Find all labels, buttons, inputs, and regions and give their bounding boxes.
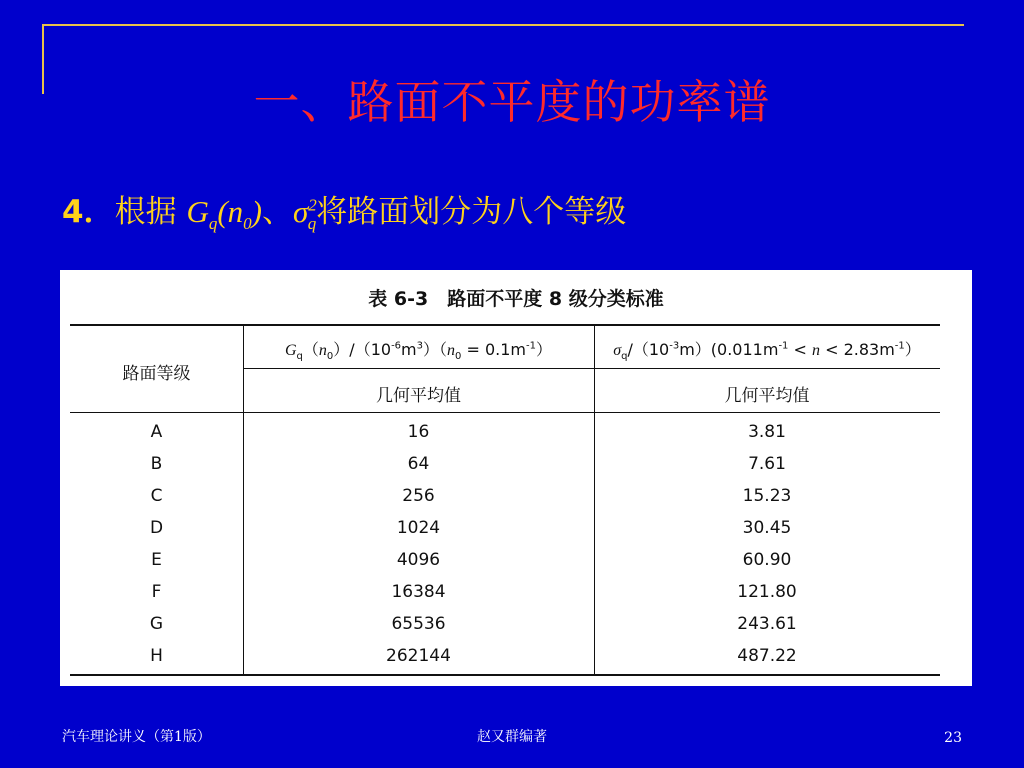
row-g-value: 1024	[396, 518, 441, 538]
header-g-n-sub: 0	[326, 351, 334, 363]
header-g-text4: ）（	[423, 340, 448, 359]
row-sigma-value: 15.23	[742, 486, 792, 506]
footer-course: 汽车理论讲义（第1版）	[62, 729, 211, 745]
table-top-rule	[70, 324, 940, 326]
header-g-column	[243, 337, 594, 362]
table-row	[60, 482, 972, 514]
row-sigma-value: 243.61	[737, 614, 797, 634]
row-sigma-value: 7.61	[748, 454, 786, 474]
subtitle-tail: 将路面划分为八个等级	[316, 194, 627, 230]
header-grade: 路面等级	[122, 364, 191, 384]
row-grade: G	[149, 614, 164, 634]
row-grade: H	[150, 646, 163, 666]
header-sigma-text5: ）	[904, 340, 921, 359]
n-subscript: 0	[243, 214, 252, 234]
classification-table	[60, 270, 972, 686]
row-g-value: 16384	[391, 582, 446, 602]
header-sigma-exp1: -3	[669, 340, 680, 352]
g-subscript: q	[208, 214, 218, 234]
row-grade: F	[151, 582, 162, 602]
header-g-text6: ）	[536, 340, 553, 359]
arg-close: )	[251, 194, 262, 229]
header-g-text5: = 0.1m	[461, 340, 527, 359]
header-sigma-sub: q	[621, 351, 628, 363]
header-g-text3: m	[401, 340, 417, 359]
header-g-exp3: -1	[526, 340, 536, 352]
header-g-n: n	[318, 342, 327, 359]
n-symbol: n	[227, 194, 244, 229]
header-bottom-rule	[70, 412, 940, 413]
header-g-text2: ）/（10	[333, 340, 392, 359]
footer-author: 赵又群编著	[477, 729, 547, 745]
table-row	[60, 450, 972, 482]
header-mid-rule	[243, 368, 940, 369]
decorative-top-line	[42, 24, 964, 26]
row-sigma-value: 60.90	[742, 550, 792, 570]
header-g-exp2: 3	[416, 340, 424, 352]
table-row	[60, 514, 972, 546]
row-g-value: 16	[407, 422, 430, 442]
header-sigma-text3: <	[788, 340, 812, 359]
row-grade: D	[149, 518, 164, 538]
row-g-value: 4096	[396, 550, 441, 570]
header-g-exp1: -6	[391, 340, 402, 352]
arg-open: (	[217, 194, 228, 229]
sigma-superscript: 2	[308, 195, 317, 215]
header-sigma-exp2: -1	[778, 340, 789, 352]
row-grade: E	[151, 550, 162, 570]
table-row	[60, 642, 972, 674]
row-grade: B	[150, 454, 163, 474]
header-g-symbol: G	[284, 342, 297, 359]
sigma-symbol: σ	[292, 194, 309, 229]
header-sigma-symbol: σ	[613, 342, 622, 359]
item-number: 4．	[62, 194, 115, 230]
table-bottom-rule	[70, 674, 940, 676]
row-grade: C	[150, 486, 163, 506]
row-sigma-value: 3.81	[748, 422, 786, 442]
subheader-g: 几何平均值	[376, 386, 461, 406]
row-g-value: 262144	[386, 646, 451, 666]
header-sigma-text4: < 2.83m	[820, 340, 895, 359]
table-row	[60, 610, 972, 642]
page-number: 23	[944, 730, 962, 746]
row-grade: A	[150, 422, 163, 442]
header-g-text1: （	[302, 340, 319, 359]
header-sigma-exp3: -1	[894, 340, 905, 352]
table-row	[60, 578, 972, 610]
row-sigma-value: 30.45	[742, 518, 792, 538]
header-sigma-text1: /（10	[627, 340, 670, 359]
header-g-sub: q	[296, 351, 303, 363]
slide-subtitle	[62, 186, 626, 234]
header-sigma-n: n	[812, 342, 820, 359]
subtitle-lead: 根据	[114, 194, 177, 230]
header-g-n2: n	[447, 342, 456, 359]
table-caption: 表 6-3 路面不平度 8 级分类标准	[368, 288, 664, 310]
row-sigma-value: 487.22	[737, 646, 797, 666]
header-sigma-text2: m）(0.011m	[679, 340, 779, 359]
row-g-value: 64	[407, 454, 430, 474]
subheader-sigma: 几何平均值	[724, 386, 810, 406]
header-sigma-column	[594, 337, 940, 362]
slide-title: 一、路面不平度的功率谱	[253, 75, 771, 129]
g-symbol: G	[186, 194, 209, 229]
subtitle-separator: 、	[261, 194, 293, 230]
row-g-value: 65536	[391, 614, 446, 634]
row-g-value: 256	[402, 486, 435, 506]
sigma-subscript: q	[307, 214, 317, 234]
table-row	[60, 418, 972, 450]
row-sigma-value: 121.80	[737, 582, 797, 602]
header-g-n2-sub: 0	[455, 351, 462, 363]
table-row	[60, 546, 972, 578]
